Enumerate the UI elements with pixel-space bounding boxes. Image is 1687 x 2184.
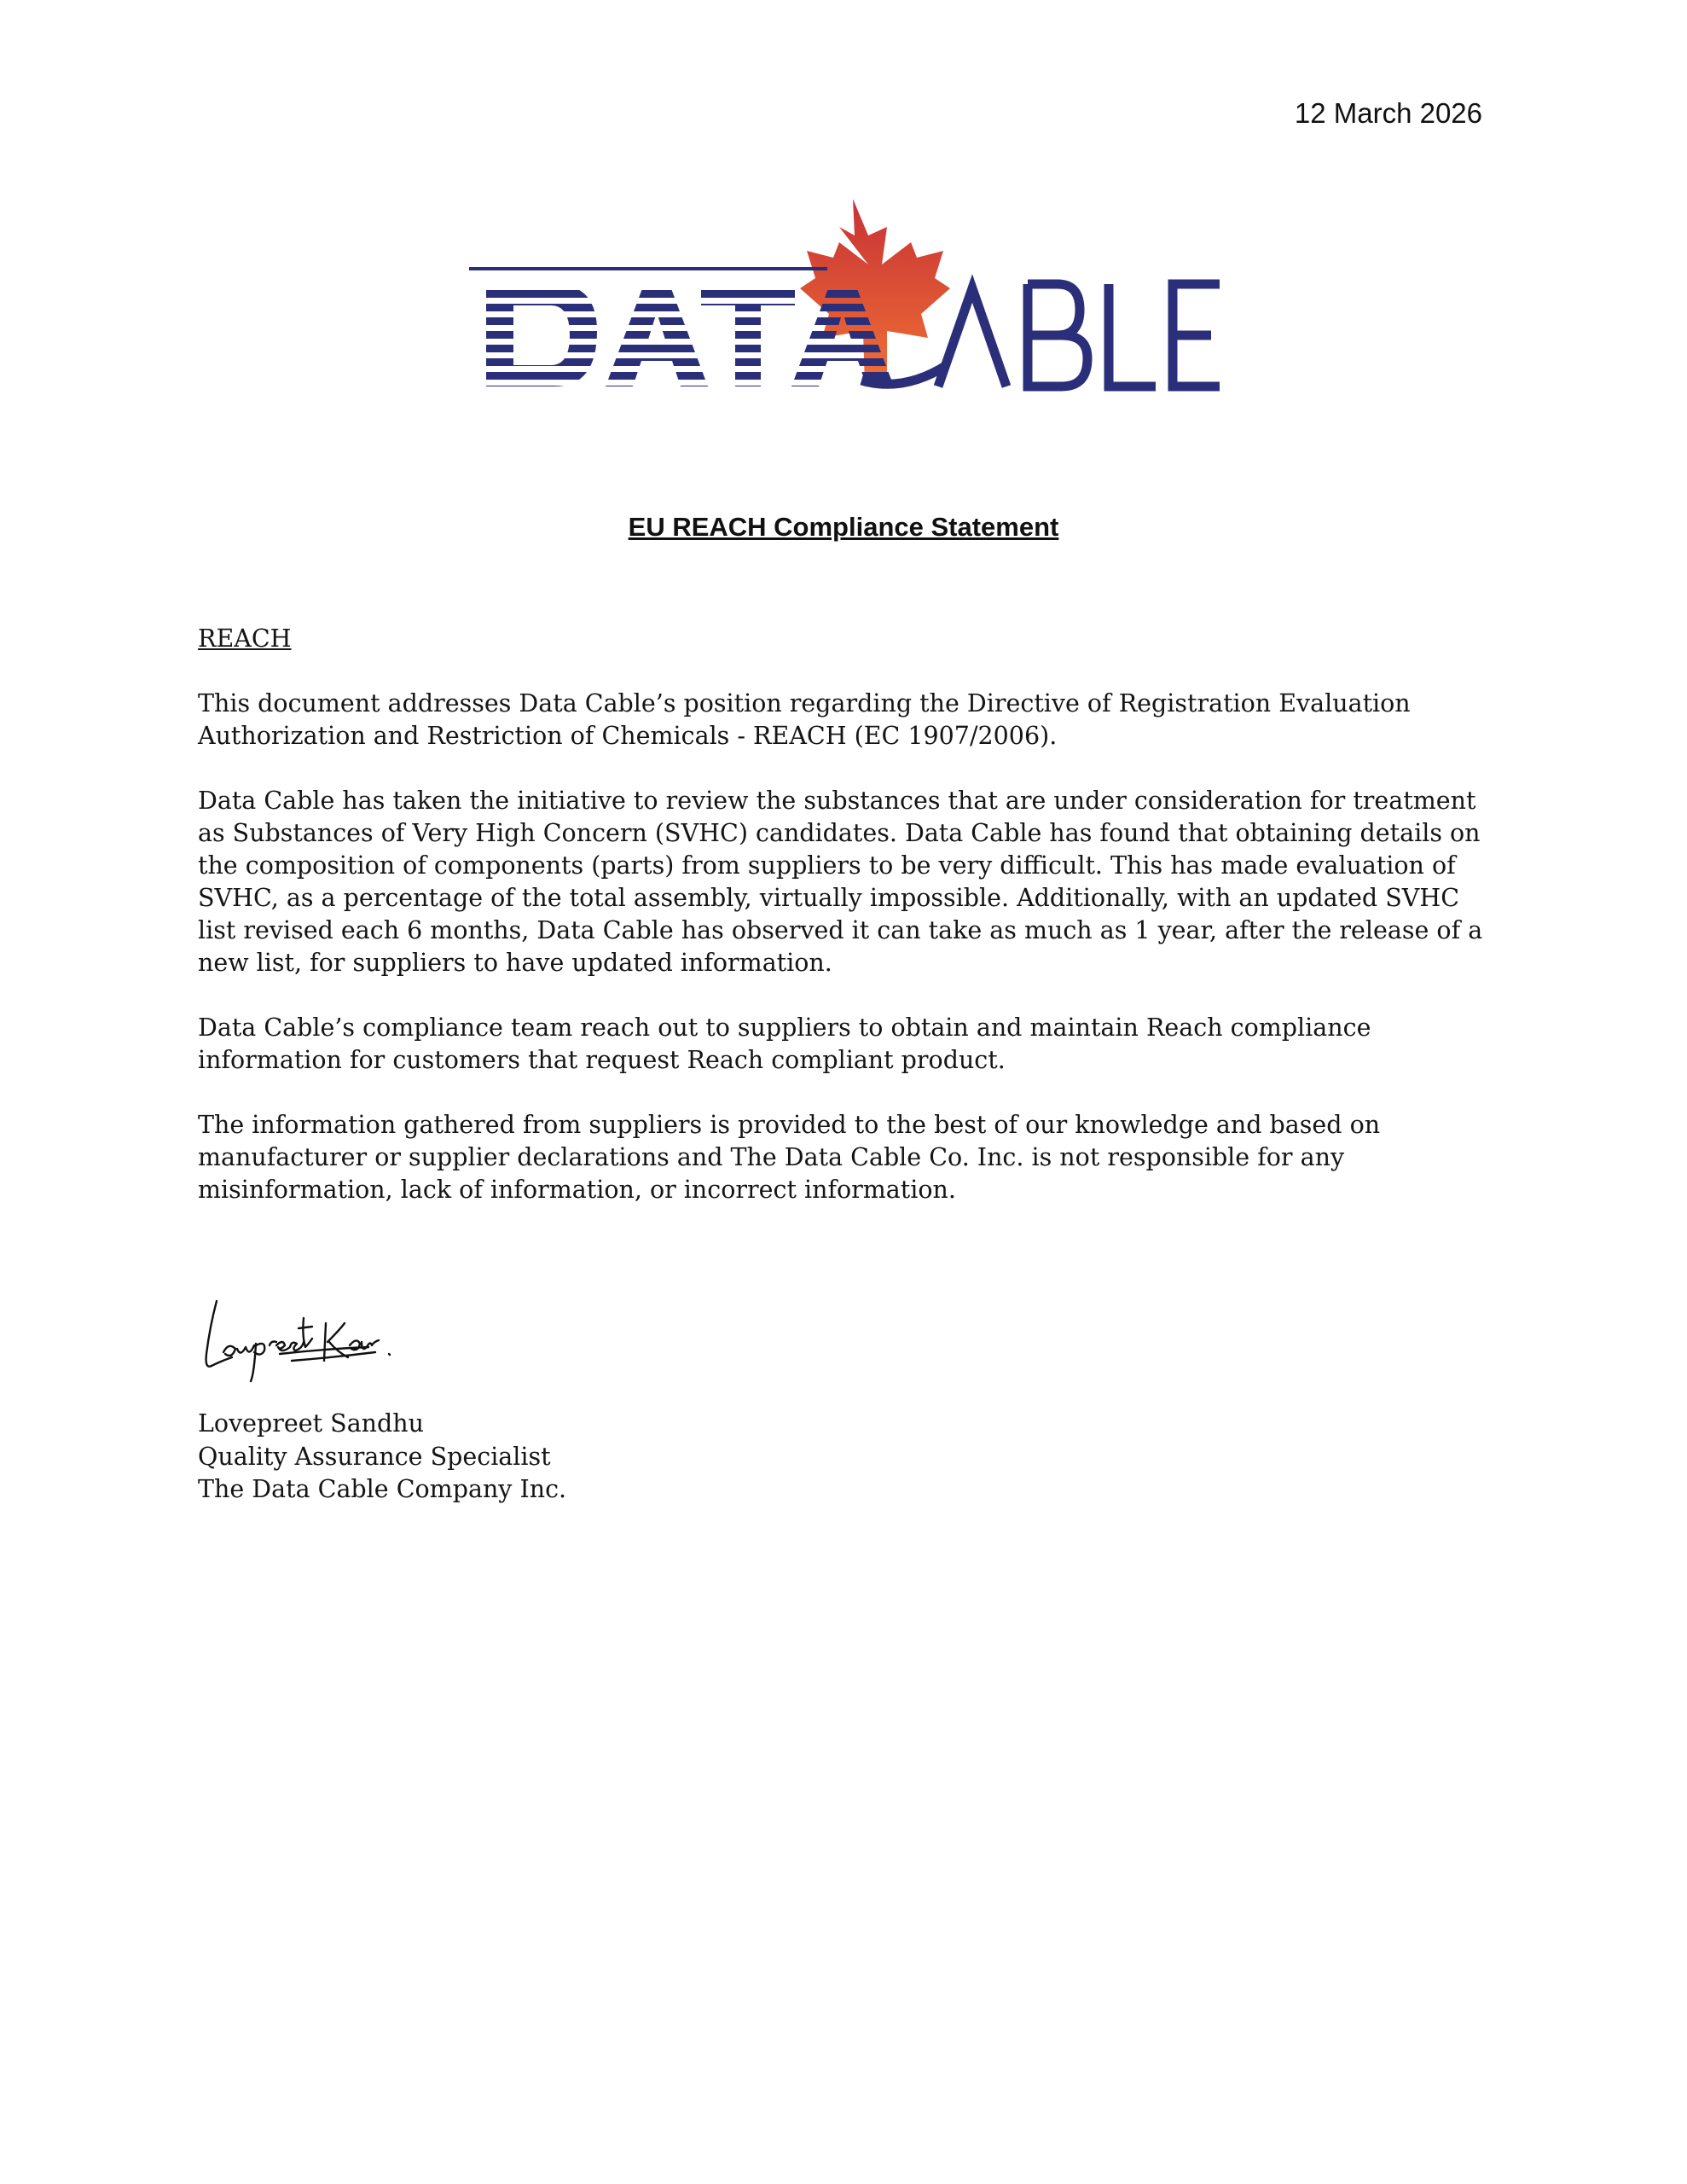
document-body: [198, 623, 1494, 1239]
paragraph-disclaimer: The information gathered from suppliers is provided to the best of our knowledge and based on manufacturer or supplier declarations and The Data Cable Co. Inc. is not responsible for any misinformation, lack of information, or incorrect information.: [198, 1111, 1381, 1204]
document-date: 12 March 2026: [1294, 97, 1482, 129]
signatory-company: The Data Cable Company Inc.: [198, 1475, 567, 1503]
datacable-logo: [461, 195, 1228, 408]
signatory-block: [198, 1408, 566, 1507]
document-title: EU REACH Compliance Statement: [628, 512, 1059, 542]
paragraph-compliance-team: Data Cable’s compliance team reach out to suppliers to obtain and maintain Reach compliance information for customers that request Reach compliant product.: [198, 1014, 1371, 1074]
paragraph-intro: This document addresses Data Cable’s position regarding the Directive of Registration Evaluation Authorization and Restriction of Chemicals - REACH (EC 1907/2006).: [198, 689, 1411, 750]
section-heading: REACH: [198, 624, 292, 653]
paragraph-svhc: Data Cable has taken the initiative to review the substances that are under consideration for treatment as Substances of Very High Concern (SVHC) candidates. Data Cable has found that obtaining details on the composition of components (parts) from suppliers to be very difficult. This has made evaluation of SVHC, as a percentage of the total assembly, virtually impossible. Additionally, with an updated SVHC list revised each 6 months, Data Cable has observed it can take as much as 1 year, after the release of a new list, for suppliers to have updated information.: [198, 787, 1483, 977]
signatory-role: Quality Assurance Specialist: [198, 1442, 551, 1471]
signatory-name: Lovepreet Sandhu: [198, 1409, 424, 1438]
handwritten-signature: [198, 1292, 454, 1391]
logo-data-letters: [469, 267, 894, 386]
